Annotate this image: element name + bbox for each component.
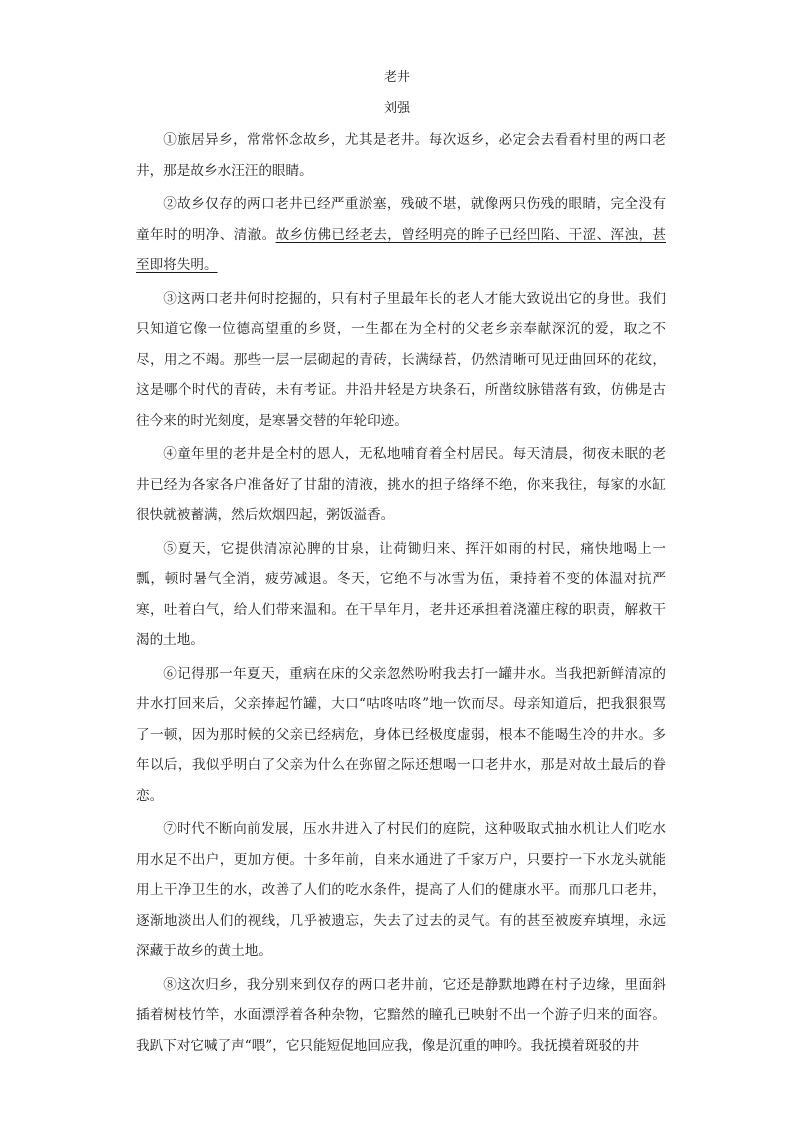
paragraph-8 [136,970,666,1062]
paragraph-7 [136,814,666,967]
article-body [136,125,666,1064]
paragraph-2 [136,189,666,281]
paragraph-3 [136,284,666,437]
paragraph-text: ①旅居异乡，常常怀念故乡，尤其是老井。每次返乡，必定会去看看村里的两口老井，那是故乡水汪汪的眼睛。 [136,132,666,179]
paragraph-text: ⑧这次归乡，我分别来到仅存的两口老井前，它还是静默地蹲在村子边缘，里面斜插着树枝竹竿，水面漂浮着各种杂物，它黯然的瞳孔已映射不出一个游子归来的面容。我趴下对它喊了声“喂”，它只能短促地回应我，像是沉重的呻吟。我抚摸着斑驳的井 [136,976,666,1054]
paragraph-text: ⑦时代不断向前发展，压水井进入了村民们的庭院，这种吸取式抽水机让人们吃水用水足不出户，更加方便。十多年前，自来水通进了千家万户，只要拧一下水龙头就能用上干净卫生的水，改善了人们的吃水条件，提高了人们的健康水平。而那几口老井，逐渐地淡出人们的视线，几乎被遗忘，失去了过去的灵气。有的甚至被废弃填埋，永远深藏于故乡的黄土地。 [136,821,666,959]
paragraph-text: ④童年里的老井是全村的恩人，无私地哺育着全村居民。每天清晨，彻夜未眠的老井已经为各家各户准备好了甘甜的清液，挑水的担子络绎不绝，你来我往，每家的水缸很快就被蓄满，然后炊烟四起，粥饭溢香。 [136,446,666,523]
paragraph-text: ⑤夏天，它提供清凉沁脾的甘泉，让荷锄归来、挥汗如雨的村民，痛快地喝上一瓢，顿时暑气全消，疲劳减退。冬天，它绝不与冰雪为伍，秉持着不变的体温对抗严寒，吐着白气，给人们带来温和。在干旱年月，老井还承担着浇灌庄稼的职责，解救干渴的土地。 [136,540,666,648]
paragraph-4 [136,439,666,531]
article-title: 老井 [383,70,410,85]
paragraph-5 [136,534,666,656]
paragraph-text: ⑥记得那一年夏天，重病在床的父亲忽然吩咐我去打一罐井水。当我把新鲜清凉的井水打回来后，父亲捧起竹罐，大口“咕咚咕咚”地一饮而尽。母亲知道后，把我狠狠骂了一顿，因为那时候的父亲已经病危，身体已经极度虚弱，根本不能喝生冷的井水。多年以后，我似乎明白了父亲为什么在弥留之际还想喝一口老井水，那是对故土最后的眷恋。 [136,665,666,804]
paragraph-6 [136,659,666,812]
paragraph-text: ②故乡仅存的两口老井已经严重淤塞，残破不堪，就像两只伤残的眼睛，完全没有童年时的明净、清澈。 [136,196,666,243]
article-author: 刘强 [383,101,410,116]
underlined-sentence: 故乡仿佛已经老去，曾经明亮的眸子已经凹陷、干涩、浑浊，甚至即将失明。 [136,226,667,273]
paragraph-text: ③这两口老井何时挖掘的，只有村子里最年长的老人才能大致说出它的身世。我们只知道它像一位德高望重的乡贤，一生都在为全村的父老乡亲奉献深沉的爱，取之不尽，用之不竭。那些一层一层砌起的青砖，长满绿苔，仍然清晰可见迂曲回环的花纹，这是哪个时代的青砖，未有考证。井沿井轻是方块条石，所凿纹脉错落有致，仿佛是古往今来的时光刻度，是寒暑交替的年轮印迹。 [136,290,666,429]
paragraph-1 [136,125,666,186]
